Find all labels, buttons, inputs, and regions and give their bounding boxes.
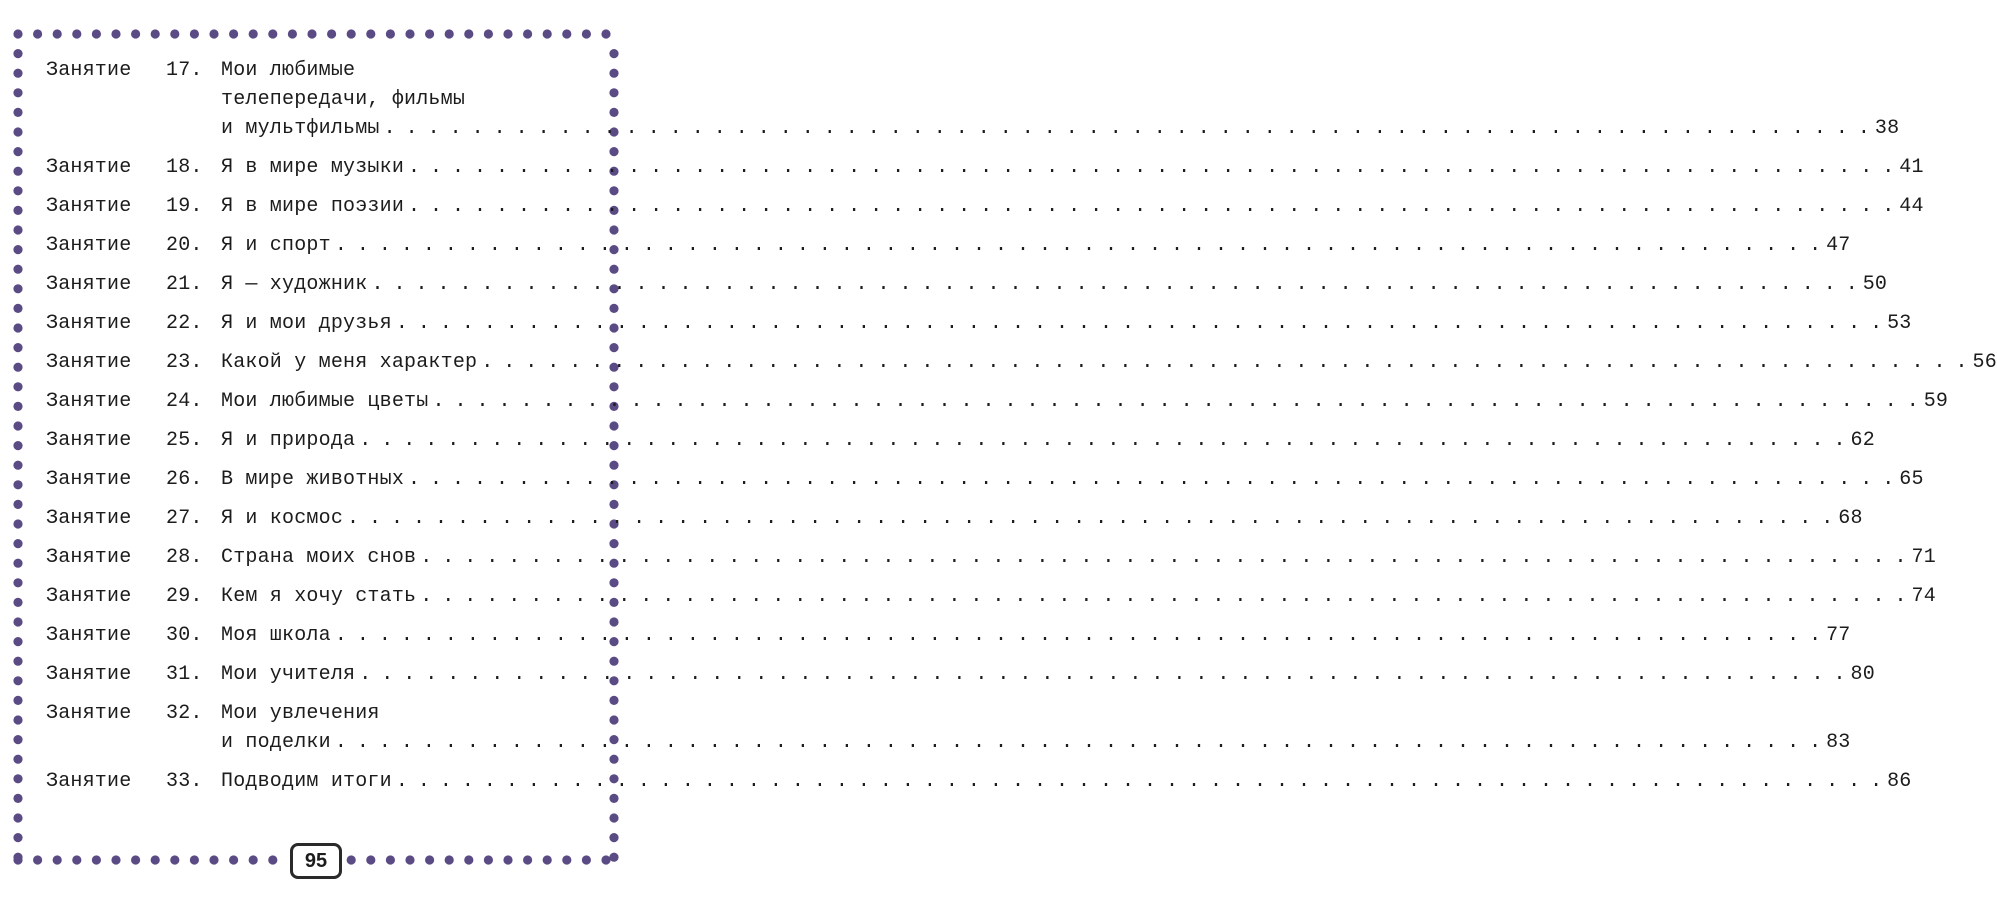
- lesson-number: 24.: [166, 390, 203, 413]
- lesson-title-line: и поделки: [221, 731, 331, 754]
- toc-entry: [46, 426, 1875, 455]
- frame-dot-bottom: [151, 855, 160, 864]
- lesson-title-line: Мои любимые: [221, 59, 356, 82]
- dot-leader: [335, 621, 1820, 650]
- dot-leader: [396, 767, 1881, 796]
- frame-dot-right: [609, 813, 618, 822]
- toc-entry: [46, 56, 1900, 143]
- frame-dot-top: [425, 29, 434, 38]
- dot-leader: [432, 387, 1917, 416]
- frame-dot-top: [601, 29, 610, 38]
- frame-dot-top: [288, 29, 297, 38]
- lesson-title-line: Мои любимые цветы: [221, 390, 429, 413]
- lesson-title-line: и мультфильмы: [221, 117, 380, 140]
- frame-dot-left: [13, 559, 22, 568]
- frame-dot-top: [229, 29, 238, 38]
- frame-dot-right: [609, 853, 618, 862]
- page-ref: 53: [1887, 312, 1912, 335]
- lesson-label: Занятие: [46, 663, 132, 686]
- frame-dot-top: [33, 29, 42, 38]
- page-number: 95: [304, 849, 328, 872]
- lesson-label: Занятие: [46, 468, 132, 491]
- toc-entry: [46, 465, 1924, 494]
- frame-dot-left: [13, 363, 22, 372]
- frame-dot-left: [13, 206, 22, 215]
- frame-dot-top: [53, 29, 62, 38]
- lesson-number: 31.: [166, 663, 203, 686]
- toc-entry: [46, 699, 1851, 757]
- page-ref: 38: [1874, 117, 1900, 140]
- lesson-label: Занятие: [46, 234, 132, 257]
- frame-dot-left: [13, 245, 22, 254]
- frame-dot-left: [13, 480, 22, 489]
- lesson-number: 19.: [166, 195, 203, 218]
- lesson-label: Занятие: [46, 156, 132, 179]
- lesson-number: 26.: [166, 468, 203, 491]
- dot-leader: [420, 543, 1905, 572]
- lesson-title-line: Мои учителя: [221, 663, 356, 686]
- frame-dot-top: [13, 29, 22, 38]
- toc-entry: [46, 192, 1924, 221]
- lesson-number: 23.: [166, 351, 203, 374]
- frame-dot-left: [13, 657, 22, 666]
- lesson-title-line: телепередачи, фильмы: [221, 88, 466, 111]
- frame-dot-bottom: [386, 855, 395, 864]
- page-ref: 41: [1899, 156, 1924, 179]
- frame-dot-left: [13, 500, 22, 509]
- frame-dot-top: [307, 29, 316, 38]
- frame-dot-top: [151, 29, 160, 38]
- frame-dot-left: [13, 578, 22, 587]
- frame-dot-left: [13, 108, 22, 117]
- frame-dot-top: [131, 29, 140, 38]
- toc-entry: [46, 270, 1888, 299]
- frame-dot-bottom: [562, 855, 571, 864]
- frame-dot-left: [13, 167, 22, 176]
- dot-leader: [408, 153, 1893, 182]
- page-ref: 68: [1838, 507, 1863, 530]
- frame-dot-left: [13, 833, 22, 842]
- frame-dot-bottom: [425, 855, 434, 864]
- dot-leader: [481, 348, 1966, 377]
- frame-dot-right: [609, 833, 618, 842]
- frame-dot-left: [13, 441, 22, 450]
- lesson-title-line: Кем я хочу стать: [221, 585, 417, 608]
- frame-dot-left: [13, 147, 22, 156]
- frame-dot-left: [13, 88, 22, 97]
- frame-dot-top: [170, 29, 179, 38]
- toc-entry: [46, 621, 1851, 650]
- frame-dot-top: [582, 29, 591, 38]
- frame-dot-top: [562, 29, 571, 38]
- lesson-title-line: Страна моих снов: [221, 546, 417, 569]
- dot-leader: [359, 426, 1844, 455]
- lesson-number: 28.: [166, 546, 203, 569]
- frame-dot-bottom: [503, 855, 512, 864]
- lesson-number: 21.: [166, 273, 203, 296]
- page-ref: 77: [1826, 624, 1851, 647]
- frame-dot-top: [484, 29, 493, 38]
- toc-entry: [46, 387, 1949, 416]
- lesson-number: 20.: [166, 234, 203, 257]
- frame-dot-left: [13, 421, 22, 430]
- frame-dot-left: [13, 813, 22, 822]
- page-number-badge: [290, 843, 342, 879]
- frame-dot-bottom: [464, 855, 473, 864]
- lesson-title-line: Подводим итоги: [221, 770, 392, 793]
- frame-dot-bottom: [405, 855, 414, 864]
- lesson-title-line: Я — художник: [221, 273, 368, 296]
- lesson-label: Занятие: [46, 770, 132, 793]
- table-of-contents: [46, 56, 1997, 806]
- frame-dot-bottom: [445, 855, 454, 864]
- lesson-label: Занятие: [46, 546, 132, 569]
- page-ref: 47: [1826, 234, 1851, 257]
- lesson-number: 33.: [166, 770, 203, 793]
- frame-dot-left: [13, 735, 22, 744]
- lesson-title-line: Моя школа: [221, 624, 331, 647]
- lesson-title-line: Я в мире поэзии: [221, 195, 405, 218]
- lesson-label: Занятие: [46, 351, 132, 374]
- frame-dot-bottom: [33, 855, 42, 864]
- frame-dot-bottom: [582, 855, 591, 864]
- toc-entry: [46, 504, 1863, 533]
- dot-leader: [384, 114, 1869, 143]
- frame-dot-left: [13, 637, 22, 646]
- frame-dot-bottom: [53, 855, 62, 864]
- frame-dot-bottom: [111, 855, 120, 864]
- toc-entry: [46, 231, 1851, 260]
- lesson-number: 17.: [166, 59, 203, 82]
- dot-leader: [408, 192, 1893, 221]
- dot-leader: [396, 309, 1881, 338]
- dot-leader: [335, 728, 1820, 757]
- frame-dot-left: [13, 461, 22, 470]
- page-ref: 62: [1850, 429, 1875, 452]
- dot-leader: [408, 465, 1893, 494]
- frame-dot-top: [249, 29, 258, 38]
- lesson-label: Занятие: [46, 702, 132, 725]
- frame-dot-bottom: [601, 855, 610, 864]
- frame-dot-left: [13, 676, 22, 685]
- frame-dot-top: [268, 29, 277, 38]
- frame-dot-bottom: [209, 855, 218, 864]
- lesson-label: Занятие: [46, 390, 132, 413]
- frame-dot-bottom: [268, 855, 277, 864]
- frame-dot-bottom: [347, 855, 356, 864]
- dot-leader: [359, 660, 1844, 689]
- dot-leader: [371, 270, 1856, 299]
- frame-dot-left: [13, 69, 22, 78]
- frame-dot-top: [72, 29, 81, 38]
- lesson-title-line: Я в мире музыки: [221, 156, 405, 179]
- page-ref: 71: [1911, 546, 1936, 569]
- lesson-title-line: Я и космос: [221, 507, 344, 530]
- frame-dot-top: [445, 29, 454, 38]
- frame-dot-bottom: [72, 855, 81, 864]
- lesson-label: Занятие: [46, 507, 132, 530]
- frame-dot-bottom: [366, 855, 375, 864]
- page-ref: 59: [1923, 390, 1949, 413]
- frame-dot-left: [13, 598, 22, 607]
- lesson-label: Занятие: [46, 624, 132, 647]
- frame-dot-left: [13, 284, 22, 293]
- frame-dot-bottom: [229, 855, 238, 864]
- frame-dot-bottom: [131, 855, 140, 864]
- frame-dot-top: [386, 29, 395, 38]
- toc-entry: [46, 767, 1912, 796]
- frame-dot-left: [13, 402, 22, 411]
- lesson-number: 25.: [166, 429, 203, 452]
- frame-dot-top: [327, 29, 336, 38]
- dot-leader: [347, 504, 1832, 533]
- frame-dot-top: [543, 29, 552, 38]
- frame-dot-top: [464, 29, 473, 38]
- frame-dot-bottom: [249, 855, 258, 864]
- lesson-label: Занятие: [46, 429, 132, 452]
- lesson-number: 30.: [166, 624, 203, 647]
- frame-dot-left: [13, 794, 22, 803]
- page-ref: 44: [1899, 195, 1924, 218]
- frame-dot-left: [13, 304, 22, 313]
- frame-dot-bottom: [523, 855, 532, 864]
- page-ref: 74: [1911, 585, 1936, 608]
- dot-leader: [335, 231, 1820, 260]
- page-ref: 83: [1826, 731, 1851, 754]
- lesson-title-line: Я и мои друзья: [221, 312, 392, 335]
- page-ref: 86: [1887, 770, 1912, 793]
- lesson-label: Занятие: [46, 273, 132, 296]
- frame-dot-top: [503, 29, 512, 38]
- frame-dot-bottom: [92, 855, 101, 864]
- frame-dot-left: [13, 755, 22, 764]
- frame-dot-left: [13, 774, 22, 783]
- frame-dot-top: [190, 29, 199, 38]
- frame-dot-top: [405, 29, 414, 38]
- frame-dot-left: [13, 519, 22, 528]
- frame-dot-top: [523, 29, 532, 38]
- frame-dot-left: [13, 265, 22, 274]
- toc-entry: [46, 582, 1936, 611]
- toc-entry: [46, 309, 1912, 338]
- lesson-label: Занятие: [46, 195, 132, 218]
- lesson-title-line: В мире животных: [221, 468, 405, 491]
- frame-dot-left: [13, 539, 22, 548]
- frame-dot-left: [13, 617, 22, 626]
- frame-dot-top: [347, 29, 356, 38]
- toc-entry: [46, 660, 1875, 689]
- frame-dot-top: [92, 29, 101, 38]
- page-ref: 65: [1899, 468, 1924, 491]
- lesson-label: Занятие: [46, 312, 132, 335]
- toc-entry: [46, 543, 1936, 572]
- lesson-title-line: Мои увлечения: [221, 702, 380, 725]
- frame-dot-left: [13, 853, 22, 862]
- dot-leader: [420, 582, 1905, 611]
- frame-dot-left: [13, 696, 22, 705]
- frame-dot-left: [13, 343, 22, 352]
- lesson-title-line: Я и природа: [221, 429, 356, 452]
- lesson-title-line: Какой у меня характер: [221, 351, 478, 374]
- frame-dot-top: [209, 29, 218, 38]
- lesson-number: 27.: [166, 507, 203, 530]
- page-ref: 80: [1850, 663, 1875, 686]
- lesson-number: 18.: [166, 156, 203, 179]
- lesson-label: Занятие: [46, 585, 132, 608]
- toc-entry: [46, 153, 1924, 182]
- frame-dot-bottom: [190, 855, 199, 864]
- lesson-title-line: Я и спорт: [221, 234, 331, 257]
- frame-dot-top: [366, 29, 375, 38]
- frame-dot-bottom: [484, 855, 493, 864]
- frame-dot-left: [13, 323, 22, 332]
- frame-dot-left: [13, 186, 22, 195]
- page-ref: 56: [1972, 351, 1997, 374]
- lesson-number: 29.: [166, 585, 203, 608]
- frame-dot-left: [13, 225, 22, 234]
- frame-dot-left: [13, 382, 22, 391]
- lesson-label: Занятие: [46, 59, 132, 82]
- toc-entry: [46, 348, 1997, 377]
- lesson-number: 32.: [166, 702, 203, 725]
- frame-dot-bottom: [543, 855, 552, 864]
- page-ref: 50: [1862, 273, 1888, 296]
- frame-dot-top: [111, 29, 120, 38]
- frame-dot-left: [13, 49, 22, 58]
- lesson-number: 22.: [166, 312, 203, 335]
- frame-dot-bottom: [170, 855, 179, 864]
- frame-dot-left: [13, 715, 22, 724]
- frame-dot-left: [13, 127, 22, 136]
